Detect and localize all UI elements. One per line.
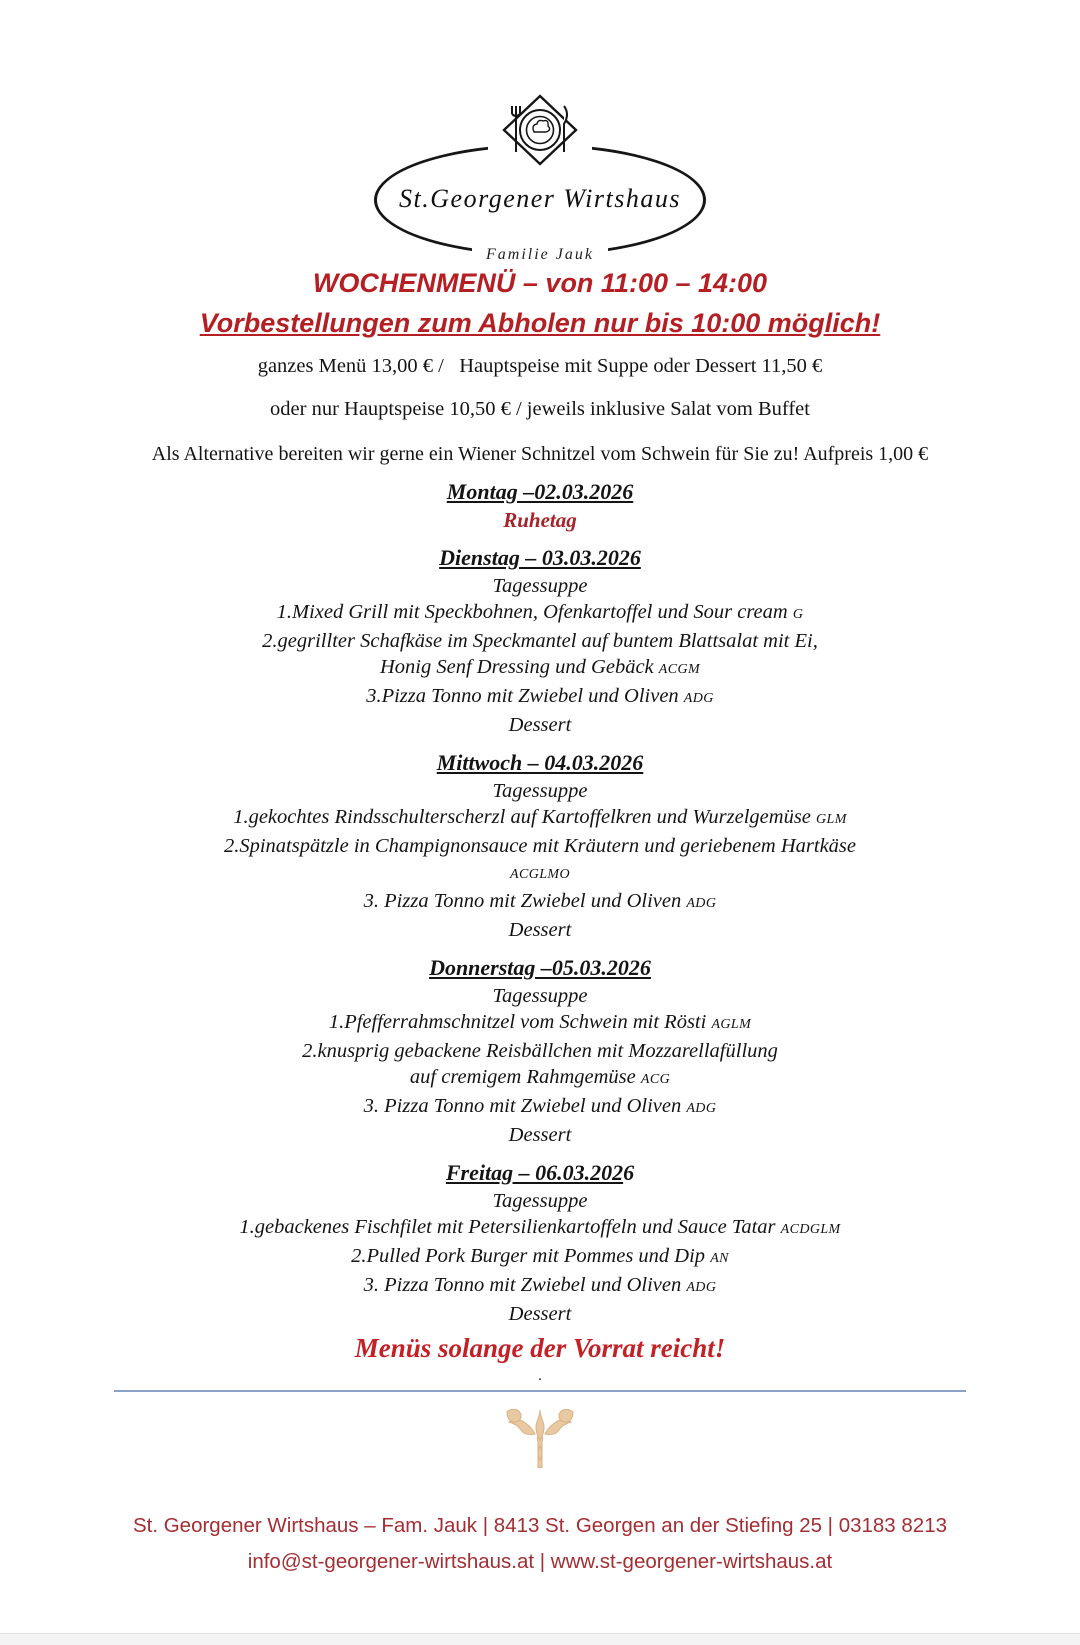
menu-line: 3.Pizza Tonno mit Zwiebel und Oliven ADG (366, 685, 714, 707)
allergen-code: ADG (683, 691, 714, 706)
stray-dot: . (538, 1368, 542, 1384)
menu-line (0, 859, 1080, 888)
menu-line: Tagessuppe (492, 985, 588, 1007)
menu-line: 3. Pizza Tonno mit Zwiebel und Oliven ADG (363, 1274, 717, 1296)
day-title: Freitag – 06.03.2026 (445, 1160, 635, 1185)
menu-line: 2.gegrillter Schafkäse im Speckmantel auf buntem Blattsalat mit Ei, (262, 630, 818, 652)
footer-divider (114, 1390, 966, 1392)
allergen-code: ACG (640, 1072, 671, 1087)
stock-notice: Menüs solange der Vorrat reicht! (354, 1333, 726, 1363)
preorder-notice: Vorbestellungen zum Abholen nur bis 10:00 möglich! (199, 308, 881, 338)
menu-line: 1.Mixed Grill mit Speckbohnen, Ofenkartoffel und Sour cream G (276, 601, 804, 623)
day-title: Montag –02.03.2026 (446, 479, 634, 504)
day-section (0, 955, 1080, 1148)
menu-line: Tagessuppe (492, 1190, 588, 1212)
allergen-code: ADG (686, 896, 717, 911)
ruhetag-label: Ruhetag (503, 508, 577, 532)
family-signature: Familie Jauk (472, 246, 608, 264)
day-title: Donnerstag –05.03.2026 (429, 955, 651, 980)
menu-line: Dessert (508, 714, 572, 736)
day-section (0, 545, 1080, 738)
allergen-code: ADG (686, 1101, 717, 1116)
menu-line: Dessert (508, 1303, 572, 1325)
menu-line: 2.Pulled Pork Burger mit Pommes und Dip AN (351, 1245, 729, 1267)
footer-contact (0, 1508, 1080, 1580)
menu-line: 2.Spinatspätzle in Champignonsauce mit Kräutern und geriebenem Hartkäse (223, 835, 857, 857)
week-menu-title: WOCHENMENÜ – von 11:00 – 14:00 (312, 268, 768, 298)
menu-line: Dessert (508, 919, 572, 941)
allergen-code: G (792, 607, 804, 622)
days (0, 479, 1080, 1327)
allergen-code: AN (710, 1251, 729, 1266)
restaurant-name: St.Georgener Wirtshaus (399, 184, 681, 213)
menu-line: auf cremigem Rahmgemüse ACG (409, 1066, 671, 1088)
day-section (0, 750, 1080, 943)
price-line-1: ganzes Menü 13,00 € / Hauptspeise mit Suppe oder Dessert 11,50 € (257, 355, 823, 377)
page-bottom-strip (0, 1633, 1080, 1645)
price-line-2: oder nur Hauptspeise 10,50 € / jeweils inklusive Salat vom Buffet (270, 398, 810, 420)
allergen-code: AGLM (711, 1017, 752, 1032)
menu-line: Dessert (508, 1124, 572, 1146)
menu-line: 3. Pizza Tonno mit Zwiebel und Oliven ADG (363, 890, 717, 912)
allergen-code: ACGM (658, 662, 701, 677)
alternative-note: Als Alternative bereiten wir gerne ein Wiener Schnitzel vom Schwein für Sie zu! Aufpreis 1,00 € (151, 443, 929, 465)
plate-fork-knife-crest-icon (488, 92, 592, 168)
allergen-code: ADG (686, 1280, 717, 1295)
menu-line: 1.gekochtes Rindsschulterscherzl auf Kartoffelkren und Wurzelgemüse GLM (233, 806, 847, 828)
menu-line: Honig Senf Dressing und Gebäck ACGM (379, 656, 701, 678)
day-section (0, 1160, 1080, 1327)
menu-line: 2.knusprig gebackene Reisbällchen mit Mozzarellafüllung (302, 1040, 778, 1062)
footer-web-line: info@st-georgener-wirtshaus.at | www.st-georgener-wirtshaus.at (247, 1550, 833, 1573)
fleur-ornament-icon (0, 1394, 1080, 1468)
menu-line: Tagessuppe (492, 780, 588, 802)
menu-line: Tagessuppe (492, 575, 588, 597)
restaurant-logo (360, 92, 720, 263)
day-title: Mittwoch – 04.03.2026 (436, 750, 644, 775)
day-section (0, 479, 1080, 533)
allergen-code: ACGLMO (510, 867, 570, 882)
day-title: Dienstag – 03.03.2026 (439, 545, 641, 570)
allergen-code: ACDGLM (780, 1222, 841, 1237)
menu-line: 1.gebackenes Fischfilet mit Petersilienkartoffeln und Sauce Tatar ACDGLM (239, 1216, 841, 1238)
menu-line: 3. Pizza Tonno mit Zwiebel und Oliven ADG (363, 1095, 717, 1117)
footer-address-line: St. Georgener Wirtshaus – Fam. Jauk | 8413 St. Georgen an der Stiefing 25 | 03183 8213 (132, 1514, 948, 1537)
allergen-code: GLM (816, 812, 847, 827)
menu-line: 1.Pfefferrahmschnitzel vom Schwein mit Rösti AGLM (328, 1011, 752, 1033)
